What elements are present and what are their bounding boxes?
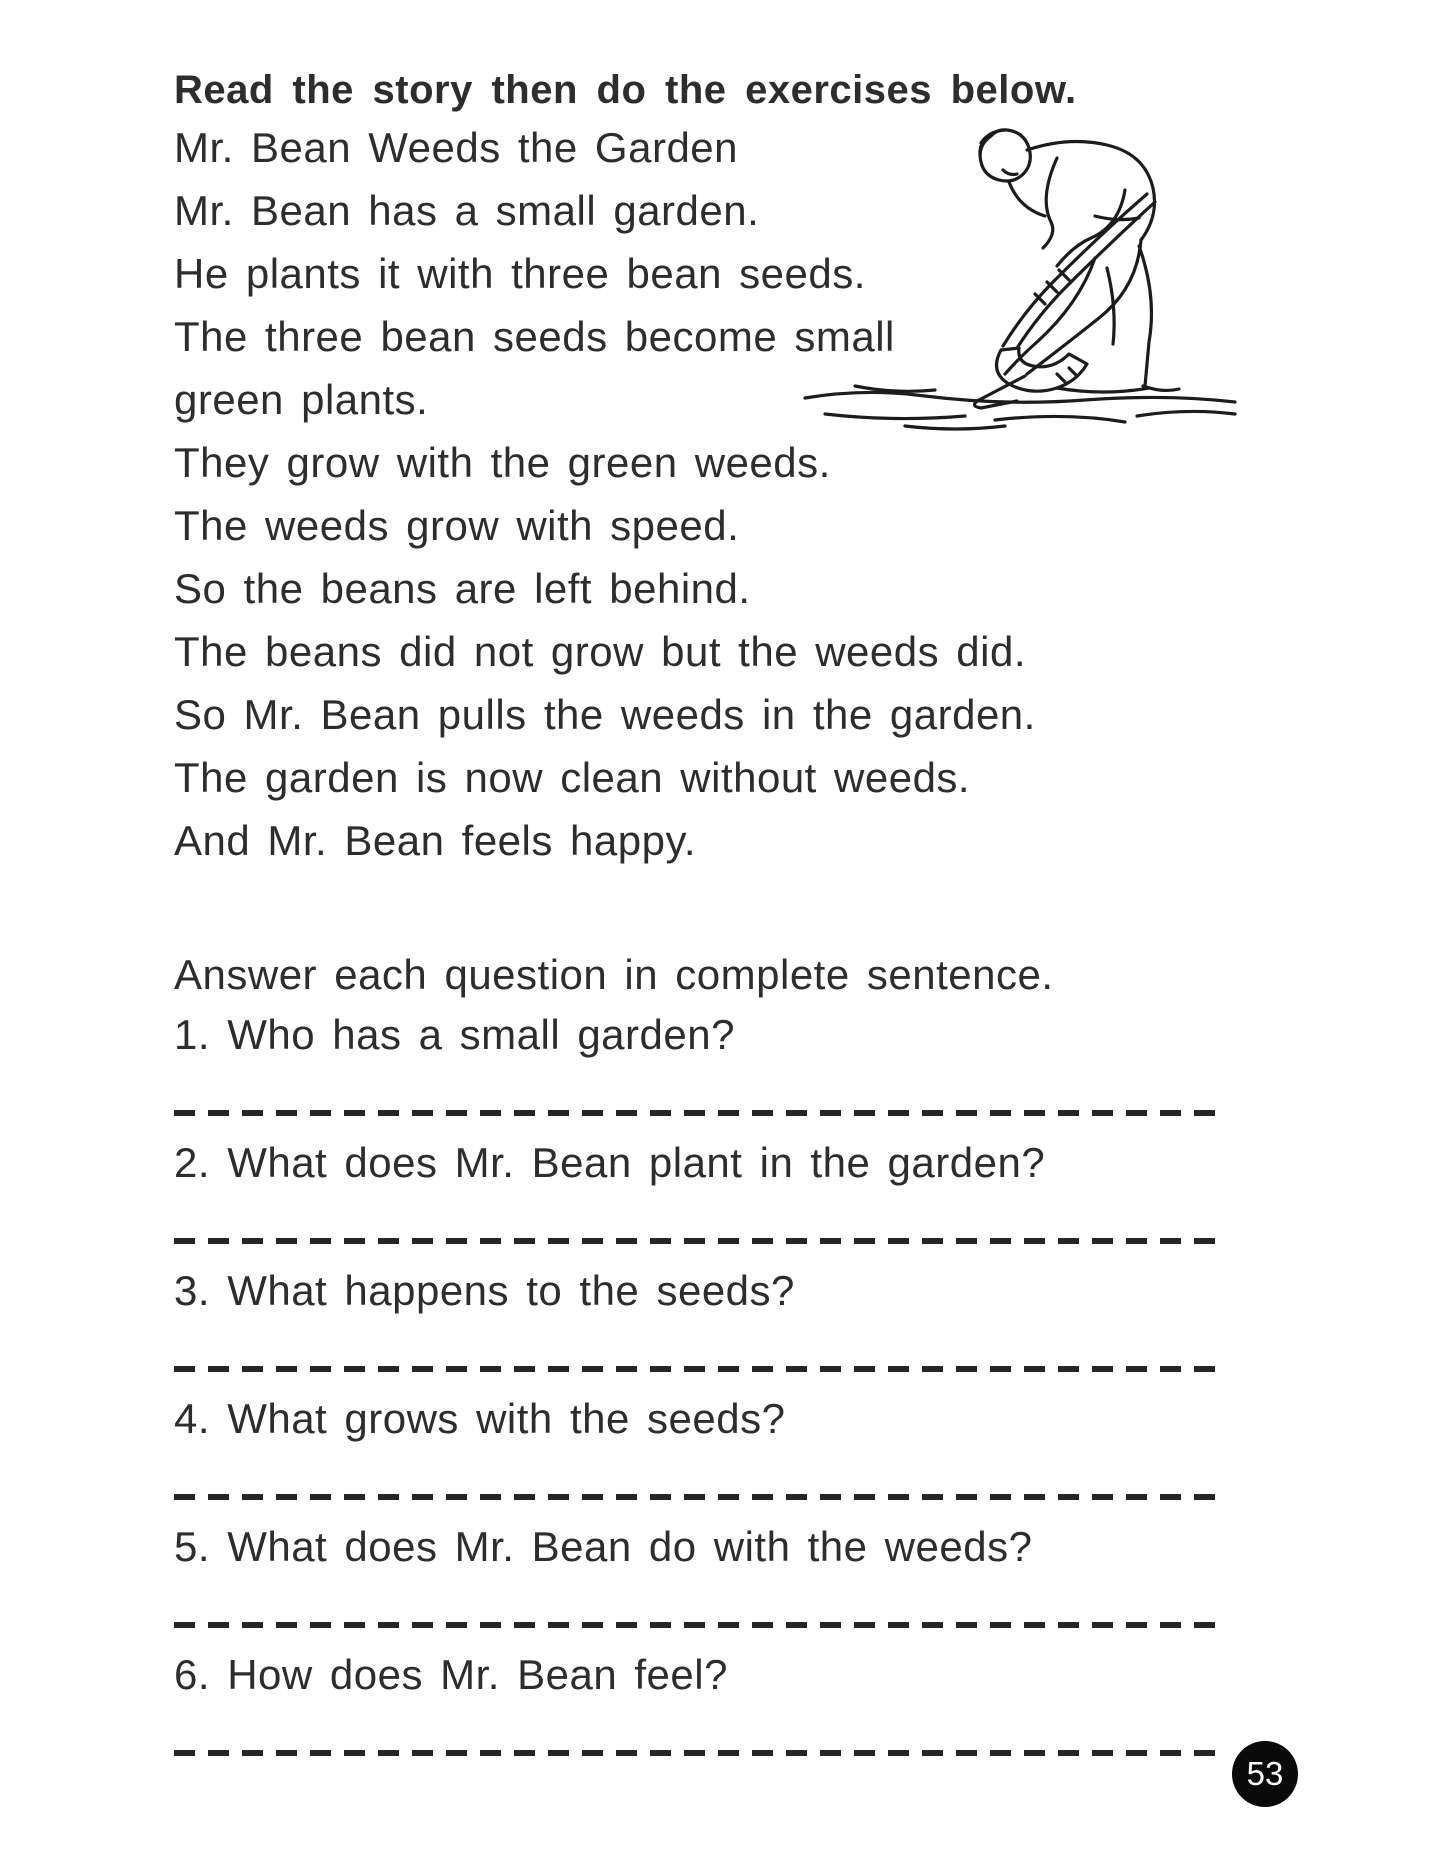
story-line: green plants. — [174, 376, 429, 423]
story-line: Mr. Bean has a small garden. — [174, 187, 760, 234]
man-digging-illustration — [795, 98, 1245, 433]
page-number: 53 — [1246, 1755, 1284, 1792]
answer-line-5[interactable] — [174, 1622, 1215, 1628]
page-number-badge — [1232, 1741, 1298, 1807]
question-6: 6. How does Mr. Bean feel? — [174, 1651, 728, 1698]
answer-line-4[interactable] — [174, 1494, 1215, 1500]
story-line: The weeds grow with speed. — [174, 502, 740, 549]
question-3: 3. What happens to the seeds? — [174, 1267, 795, 1314]
story-line: And Mr. Bean feels happy. — [174, 817, 697, 864]
story-line: He plants it with three bean seeds. — [174, 250, 866, 297]
exercise-section — [174, 951, 1215, 1756]
story-title: Mr. Bean Weeds the Garden — [174, 124, 739, 171]
exercise-prompt: Answer each question in complete sentence. — [174, 951, 1054, 998]
question-5: 5. What does Mr. Bean do with the weeds? — [174, 1523, 1033, 1570]
answer-line-6[interactable] — [174, 1750, 1215, 1756]
question-4: 4. What grows with the seeds? — [174, 1395, 786, 1442]
instruction-heading: Read the story then do the exercises below. — [174, 68, 1077, 112]
question-2: 2. What does Mr. Bean plant in the garden? — [174, 1139, 1046, 1186]
story-line: So the beans are left behind. — [174, 565, 751, 612]
question-1: 1. Who has a small garden? — [174, 1011, 735, 1058]
story-line: The three bean seeds become small — [174, 313, 895, 360]
answer-line-1[interactable] — [174, 1110, 1215, 1116]
story-line: They grow with the green weeds. — [174, 439, 831, 486]
story-line: The beans did not grow but the weeds did. — [174, 628, 1027, 675]
story-line: So Mr. Bean pulls the weeds in the garden. — [174, 691, 1036, 738]
story-line: The garden is now clean without weeds. — [174, 754, 971, 801]
answer-line-2[interactable] — [174, 1238, 1215, 1244]
answer-line-3[interactable] — [174, 1366, 1215, 1372]
